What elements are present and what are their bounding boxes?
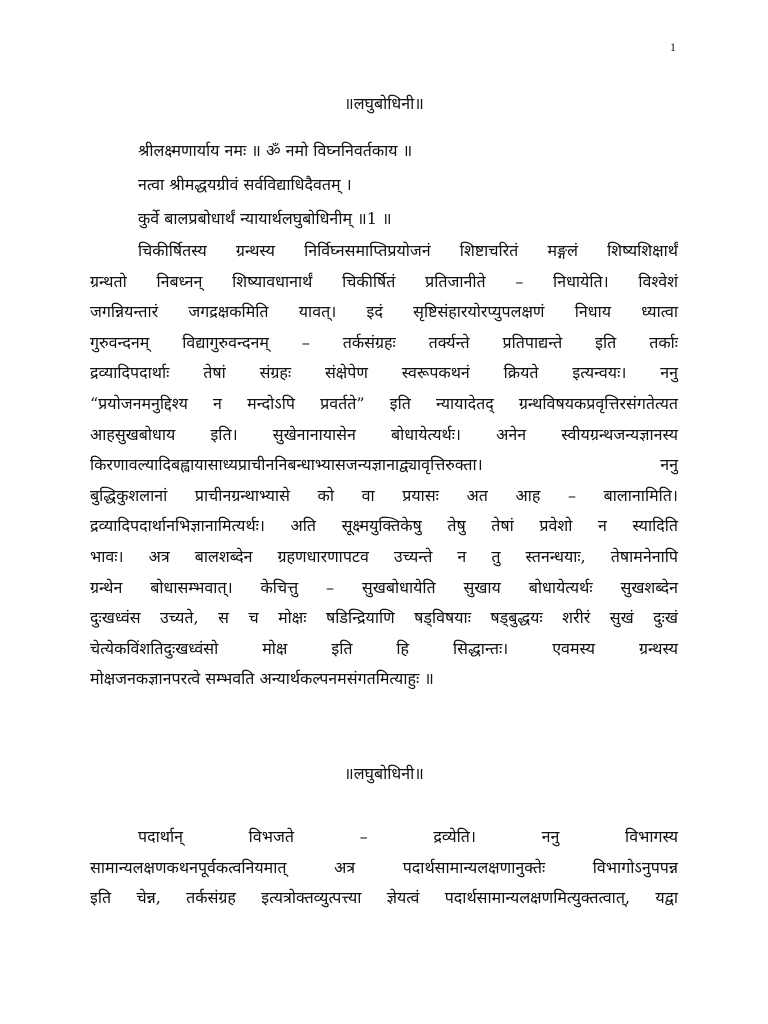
- text-line: ग्रन्थतो निबध्नन् शिष्यावधानार्थं चिकीर्षितं प्रतिजानीते – निधायेति। विश्वेशं: [90, 271, 678, 291]
- opening-verses: [138, 134, 412, 236]
- verse-line: नत्वा श्रीमद्धयग्रीवं सर्वविद्याधिदैवतम् ।: [138, 175, 352, 194]
- text-line: किरणावल्यादिबह्वायासाध्यप्राचीननिबन्धाभ्यासजन्यज्ञानाद्व्यावृत्तिरुक्ता। ननु: [90, 455, 678, 475]
- verse-line: कुर्वे बालप्रबोधार्थं न्यायार्थलघुबोधिनीम् ॥1 ॥: [138, 209, 392, 228]
- text-line: गुरुवन्दनम् विद्यागुरुवन्दनम् – तर्कसंग्रहः तर्क्यन्ते प्रतिपाद्यन्ते इति तर्काः: [90, 332, 678, 352]
- text-line: सामान्यलक्षणकथनपूर्वकत्वनियमात् अत्र पदार्थसामान्यलक्षणानुक्तेः विभागोऽनुपपन्न: [90, 857, 678, 877]
- text-line: आहसुखबोधाय इति। सुखेनानायासेन बोधायेत्यर्थः। अनेन स्वीयग्रन्थजन्यज्ञानस्य: [90, 424, 678, 444]
- text-line: चिकीर्षितस्य ग्रन्थस्य निर्विघ्नसमाप्तिप्रयोजनं शिष्टाचरितं मङ्गलं शिष्यशिक्षार्थं: [138, 241, 678, 260]
- verse-line: श्रीलक्ष्मणार्याय नमः ॥ ॐ नमो विघ्ननिवर्तकाय ॥: [138, 141, 413, 160]
- text-line: इति चेन्न, तर्कसंग्रह इत्यत्रोक्तव्युत्पत्त्या ज्ञेयत्वं पदार्थसामान्यलक्षणमित्युक्तत्वात्, यद्वा: [90, 888, 678, 908]
- text-line: मोक्षजनकज्ञानपरत्वे सम्भवति अन्यार्थकल्पनमसंगतमित्याहुः ॥: [90, 669, 434, 689]
- text-line: चेत्येकविंशतिदुःखध्वंसो मोक्ष इति हि सिद्धान्तः। एवमस्य ग्रन्थस्य: [90, 638, 678, 658]
- text-line: जगन्नियन्तारं जगद्रक्षकमिति यावत्। इदं सृष्टिसंहारयोरप्युपलक्षणं निधाय ध्यात्वा: [90, 302, 678, 322]
- text-line: “प्रयोजनमनुद्दिश्य न मन्दोऽपि प्रवर्तते” इति न्यायादेतद् ग्रन्थविषयकप्रवृत्तिरसंगतेत्यत: [90, 393, 678, 413]
- text-line: द्रव्यादिपदार्थाः तेषां संग्रहः संक्षेपेण स्वरूपकथनं क्रियते इत्यन्वयः। ननु: [90, 363, 678, 383]
- text-line: द्रव्यादिपदार्थानभिज्ञानामित्यर्थः। अति सूक्ष्मयुक्तिकेषु तेषु तेषां प्रवेशो न स्यादिति: [90, 516, 678, 536]
- text-line: ग्रन्थेन बोधासम्भवात्। केचित्तु – सुखबोधायेति सुखाय बोधायेत्यर्थः सुखशब्देन: [90, 577, 678, 597]
- text-line: दुःखध्वंस उच्यते, स च मोक्षः षडिन्द्रियाणि षड्विषयाः षड्बुद्धयः शरीरं सुखं दुःखं: [90, 608, 678, 628]
- commentary-paragraph-2: [90, 822, 678, 914]
- commentary-paragraph: [90, 236, 678, 695]
- title-heading: ॥लघुबोधिनी॥: [344, 94, 424, 113]
- text-line: भावः। अत्र बालशब्देन ग्रहणधारणापटव उच्यन्ते न तु स्तनन्धयाः, तेषामनेनापि: [90, 546, 678, 566]
- text-line: पदार्थान् विभजते – द्रव्येति। ननु विभागस्य: [138, 827, 678, 846]
- section-heading: ॥लघुबोधिनी॥: [344, 764, 424, 783]
- text-line: बुद्धिकुशलानां प्राचीनग्रन्थाभ्यासे को वा प्रयासः अत आह – बालानामिति।: [90, 485, 678, 505]
- page-number: 1: [670, 40, 676, 54]
